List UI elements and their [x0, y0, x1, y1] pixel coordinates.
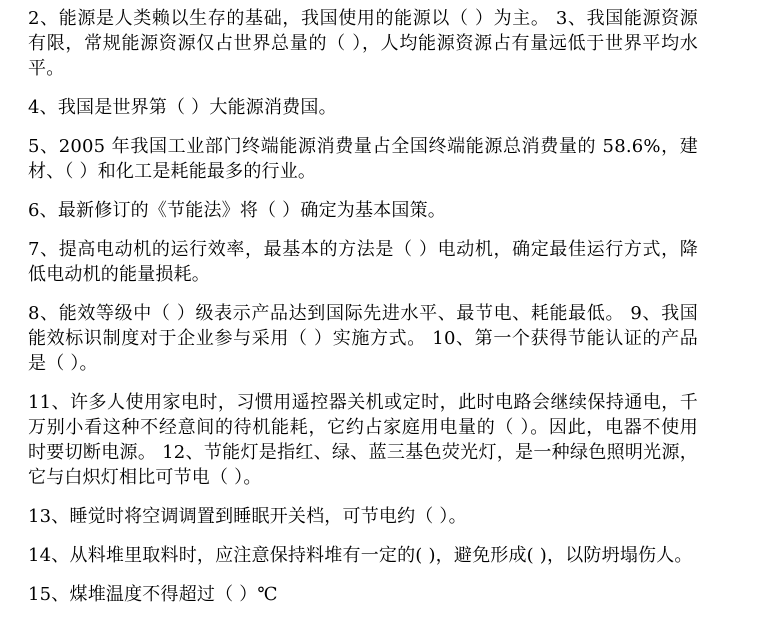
- question-paragraph-4: 4、我国是世界第（ ）大能源消费国。: [28, 97, 337, 118]
- document-page: [28, 6, 698, 607]
- question-paragraph-11-12: 11、许多人使用家电时，习惯用遥控器关机或定时，此时电路会继续保持通电，千万别小看这种不经意间的待机能耗，它约占家庭用电量的（ ）。因此，电器不使用时要切断电源。 12、节能灯是指红、绿、蓝三基色荧光灯，是一种绿色照明光源，它与白炽灯相比可节电（ ）。: [28, 392, 698, 488]
- question-paragraph-14: 14、从料堆里取料时，应注意保持料堆有一定的( )，避免形成( )，以防坍塌伤人。: [28, 545, 693, 566]
- question-paragraph-5: 5、2005 年我国工业部门终端能源消费量占全国终端能源总消费量的 58.6%，建材、（ ）和化工是耗能最多的行业。: [28, 136, 698, 182]
- question-paragraph-15: 15、煤堆温度不得超过（ ）℃: [28, 584, 278, 605]
- question-paragraph-2-3: 2、能源是人类赖以生存的基础，我国使用的能源以（ ）为主。 3、我国能源资源有限，常规能源资源仅占世界总量的（ ），人均能源资源占有量远低于世界平均水平。: [28, 8, 698, 79]
- question-paragraph-13: 13、睡觉时将空调调置到睡眠开关档，可节电约（ ）。: [28, 506, 467, 527]
- question-paragraph-8-10: 8、能效等级中（ ）级表示产品达到国际先进水平、最节电、耗能最低。 9、我国能效标识制度对于企业参与采用（ ）实施方式。 10、第一个获得节能认证的产品是（ ）。: [28, 303, 698, 374]
- question-paragraph-7: 7、提高电动机的运行效率，最基本的方法是（ ）电动机，确定最佳运行方式，降低电动机的能量损耗。: [28, 239, 698, 285]
- question-paragraph-6: 6、最新修订的《节能法》将（ ）确定为基本国策。: [28, 200, 446, 221]
